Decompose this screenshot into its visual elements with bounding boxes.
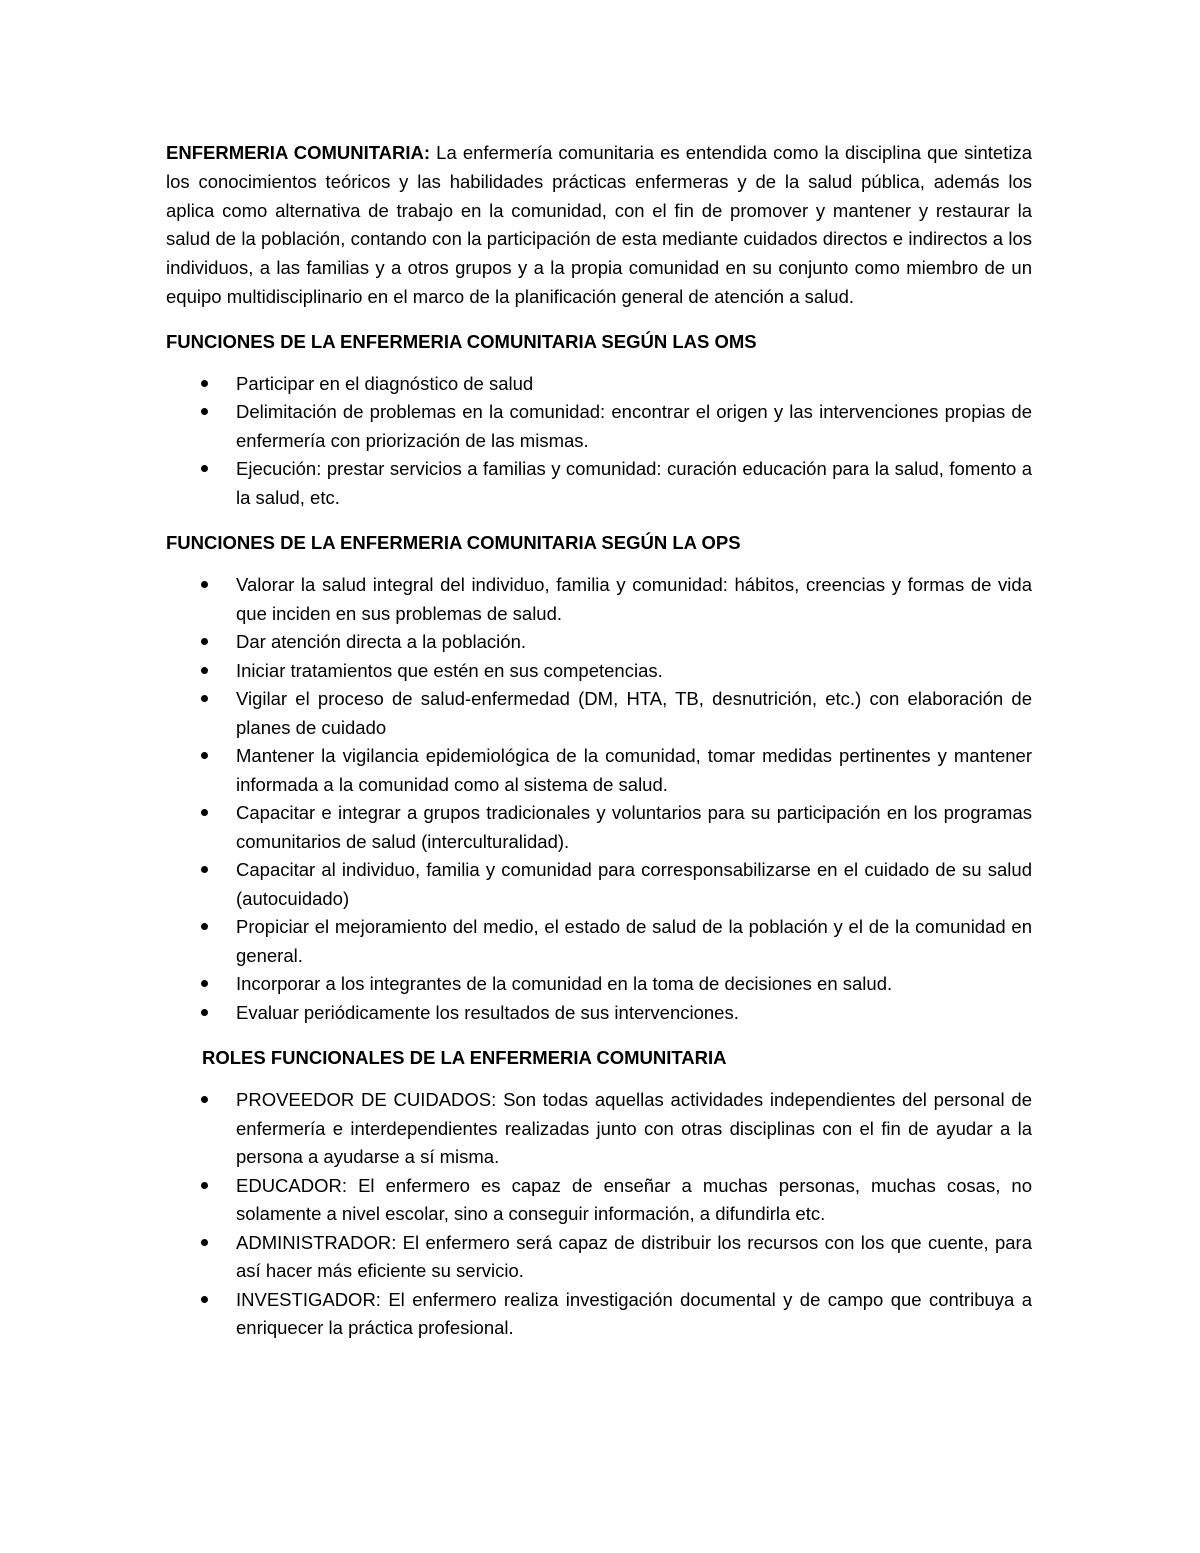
heading-roles: ROLES FUNCIONALES DE LA ENFERMERIA COMUNITARIA [202, 1047, 727, 1069]
item-text: Ejecución: prestar servicios a familias y comunidad: curación educación para la salud, fomento a la salud, etc. [236, 458, 1032, 508]
list-oms [166, 370, 1032, 513]
list-item [236, 999, 1032, 1028]
bullet-icon [201, 581, 208, 588]
bullet-icon [201, 1296, 208, 1303]
item-text: Evaluar periódicamente los resultados de sus intervenciones. [236, 1001, 739, 1023]
list-item [236, 571, 1032, 628]
role-text: El enfermero es capaz de enseñar a muchas personas, muchas cosas, no solamente a nivel escolar, sino a conseguir información, a difundirla etc. [236, 1174, 1032, 1225]
list-item [236, 1086, 1032, 1172]
bullet-icon [201, 667, 208, 674]
list-item [236, 1229, 1032, 1286]
bullet-icon [201, 980, 208, 987]
list-roles [166, 1086, 1032, 1343]
bullet-icon [201, 695, 208, 702]
role-label: EDUCADOR: [236, 1174, 348, 1196]
heading-ops: FUNCIONES DE LA ENFERMERIA COMUNITARIA SEGÚN LA OPS [166, 532, 741, 554]
item-text: Vigilar el proceso de salud-enfermedad (DM, HTA, TB, desnutrición, etc.) con elaboración de planes de cuidado [236, 688, 1032, 738]
role-text: El enfermero será capaz de distribuir los recursos con los que cuente, para así hacer más eficiente su servicio. [236, 1231, 1032, 1282]
intro-lead: ENFERMERIA COMUNITARIA: [166, 142, 431, 163]
bullet-icon [201, 1239, 208, 1246]
item-text: Propiciar el mejoramiento del medio, el estado de salud de la población y el de la comunidad en general. [236, 916, 1032, 966]
bullet-icon [201, 1182, 208, 1189]
list-item [236, 398, 1032, 455]
bullet-icon [201, 408, 208, 415]
bullet-icon [201, 1096, 208, 1103]
bullet-icon [201, 752, 208, 759]
intro-paragraph [166, 139, 1032, 312]
item-text: Iniciar tratamientos que estén en sus competencias. [236, 659, 663, 681]
list-ops [166, 571, 1032, 1027]
bullet-icon [201, 638, 208, 645]
bullet-icon [201, 923, 208, 930]
list-item [236, 657, 1032, 686]
item-text: Delimitación de problemas en la comunidad: encontrar el origen y las intervenciones propias de enfermería con priorización de las mismas. [236, 401, 1032, 451]
item-text: Capacitar e integrar a grupos tradicionales y voluntarios para su participación en los programas comunitarios de salud (interculturalidad). [236, 802, 1032, 852]
item-text: Incorporar a los integrantes de la comunidad en la toma de decisiones en salud. [236, 973, 893, 995]
list-item [236, 856, 1032, 913]
role-label: INVESTIGADOR: [236, 1288, 381, 1310]
list-item [236, 913, 1032, 970]
list-item [236, 370, 1032, 399]
bullet-icon [201, 380, 208, 387]
item-text: Dar atención directa a la población. [236, 631, 527, 653]
role-label: ADMINISTRADOR: [236, 1231, 397, 1253]
bullet-icon [201, 1009, 208, 1016]
item-text: Mantener la vigilancia epidemiológica de la comunidad, tomar medidas pertinentes y mantener informada a la comunidad como al sistema de salud. [236, 745, 1032, 795]
heading-oms: FUNCIONES DE LA ENFERMERIA COMUNITARIA SEGÚN LAS OMS [166, 330, 757, 352]
list-item [236, 1172, 1032, 1229]
list-item [236, 970, 1032, 999]
bullet-icon [201, 809, 208, 816]
bullet-icon [201, 465, 208, 472]
role-label: PROVEEDOR DE CUIDADOS: [236, 1089, 497, 1111]
role-text: Son todas aquellas actividades independientes del personal de enfermería e interdependientes realizadas junto con otras disciplinas con el fin de ayudar a la persona a ayudarse a sí misma. [236, 1089, 1032, 1168]
bullet-icon [201, 866, 208, 873]
list-item [236, 742, 1032, 799]
list-item [236, 455, 1032, 512]
list-item [236, 628, 1032, 657]
intro-text: La enfermería comunitaria es entendida como la disciplina que sintetiza los conocimientos teóricos y las habilidades prácticas enfermeras y de la salud pública, además los aplica como alternativa de trabajo en la comunidad, con el fin de promover y mantener y restaurar la salud de la población, contando con la participación de esta mediante cuidados directos e indirectos a los individuos, a las familias y a otros grupos y a la propia comunidad en su conjunto como miembro de un equipo multidisciplinario en el marco de la planificación general de atención a salud. [166, 142, 1032, 307]
role-text: El enfermero realiza investigación documental y de campo que contribuya a enriquecer la práctica profesional. [236, 1288, 1032, 1339]
list-item [236, 685, 1032, 742]
item-text: Capacitar al individuo, familia y comunidad para corresponsabilizarse en el cuidado de su salud (autocuidado) [236, 859, 1032, 909]
list-item [236, 799, 1032, 856]
item-text: Valorar la salud integral del individuo, familia y comunidad: hábitos, creencias y formas de vida que inciden en sus problemas de salud. [236, 574, 1032, 624]
list-item [236, 1286, 1032, 1343]
item-text: Participar en el diagnóstico de salud [236, 372, 534, 394]
